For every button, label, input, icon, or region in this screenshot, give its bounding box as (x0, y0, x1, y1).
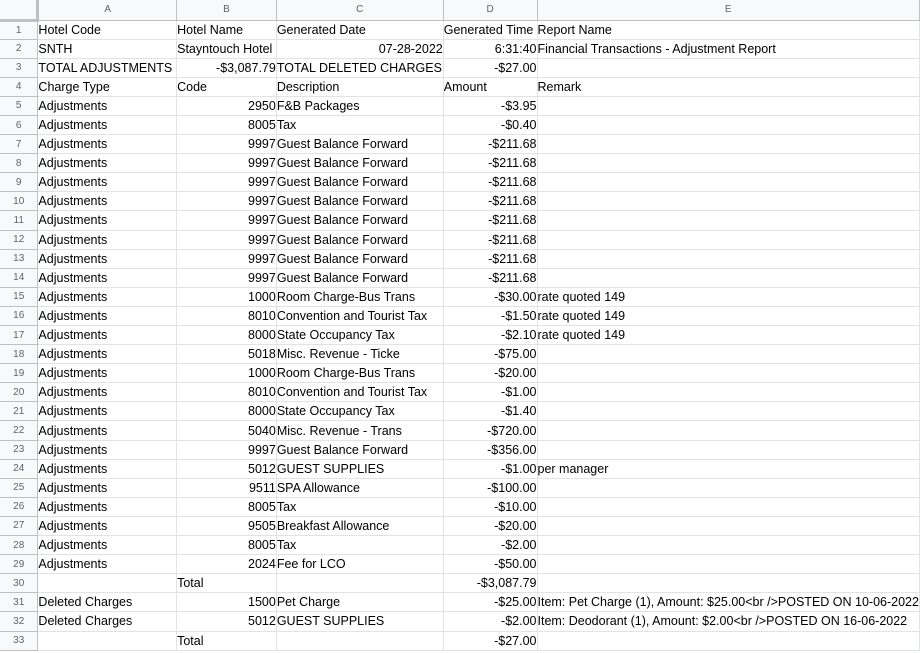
cell-b[interactable]: 5018 (177, 345, 277, 364)
cell-e[interactable]: Financial Transactions - Adjustment Report (537, 39, 920, 58)
cell-e[interactable] (537, 249, 920, 268)
cell-a[interactable]: Adjustments (38, 383, 177, 402)
sheet-row (0, 287, 920, 306)
cell-d[interactable]: -$100.00 (443, 478, 537, 497)
cell-d[interactable]: -$50.00 (443, 555, 537, 574)
cell-b[interactable]: 8005 (177, 497, 277, 516)
cell-e[interactable] (537, 364, 920, 383)
cell-e[interactable]: rate quoted 149 (537, 326, 920, 345)
cell-a[interactable]: Adjustments (38, 345, 177, 364)
cell-a[interactable]: Adjustments (38, 268, 177, 287)
sheet-row (0, 326, 920, 345)
cell-a[interactable]: Adjustments (38, 516, 177, 535)
cell-c[interactable]: GUEST SUPPLIES (276, 612, 443, 631)
cell-e[interactable] (537, 631, 920, 650)
cell-c[interactable]: Description (276, 77, 443, 96)
cell-b[interactable]: 8005 (177, 115, 277, 134)
row-header[interactable]: 19 (0, 364, 38, 383)
row-header[interactable]: 9 (0, 173, 38, 192)
row-header[interactable]: 31 (0, 593, 38, 612)
cell-b[interactable]: 8000 (177, 326, 277, 345)
cell-e[interactable] (537, 383, 920, 402)
sheet-row (0, 383, 920, 402)
row-header[interactable]: 26 (0, 497, 38, 516)
cell-d[interactable]: -$1.00 (443, 459, 537, 478)
cell-c[interactable]: Pet Charge (276, 593, 443, 612)
row-header[interactable]: 1 (0, 20, 38, 39)
row-header[interactable]: 5 (0, 96, 38, 115)
sheet-row (0, 459, 920, 478)
cell-d[interactable]: -$27.00 (443, 631, 537, 650)
cell-d[interactable]: -$20.00 (443, 364, 537, 383)
cell-d[interactable]: -$211.68 (443, 268, 537, 287)
row-header[interactable]: 15 (0, 287, 38, 306)
column-header-e[interactable]: E (537, 0, 920, 20)
cell-c[interactable]: F&B Packages (276, 96, 443, 115)
cell-d[interactable]: Amount (443, 77, 537, 96)
cell-e[interactable]: rate quoted 149 (537, 306, 920, 325)
column-header-row (0, 0, 920, 20)
cell-a[interactable]: Adjustments (38, 497, 177, 516)
cell-c[interactable]: GUEST SUPPLIES (276, 459, 443, 478)
cell-c[interactable]: Tax (276, 497, 443, 516)
row-header[interactable]: 18 (0, 345, 38, 364)
cell-c[interactable]: Room Charge-Bus Trans (276, 287, 443, 306)
cell-e[interactable] (537, 478, 920, 497)
cell-c[interactable]: Convention and Tourist Tax (276, 383, 443, 402)
row-header[interactable]: 8 (0, 154, 38, 173)
cell-b[interactable]: 9997 (177, 440, 277, 459)
cell-c[interactable]: Guest Balance Forward (276, 192, 443, 211)
column-header-b[interactable]: B (177, 0, 277, 20)
cell-d[interactable]: -$3,087.79 (443, 574, 537, 593)
cell-e[interactable] (537, 211, 920, 230)
cell-b[interactable]: 8000 (177, 402, 277, 421)
row-header[interactable]: 6 (0, 115, 38, 134)
row-header[interactable]: 7 (0, 135, 38, 154)
cell-b[interactable]: Code (177, 77, 277, 96)
cell-c[interactable]: Guest Balance Forward (276, 268, 443, 287)
cell-e[interactable]: Item: Deodorant (1), Amount: $2.00<br />POSTED ON 16-06-2022 (537, 612, 920, 631)
sheet-row (0, 364, 920, 383)
cell-b[interactable]: 9997 (177, 135, 277, 154)
cell-c[interactable]: Guest Balance Forward (276, 173, 443, 192)
sheet-row (0, 555, 920, 574)
cell-d[interactable]: -$211.68 (443, 173, 537, 192)
sheet-row (0, 440, 920, 459)
cell-a[interactable]: Adjustments (38, 287, 177, 306)
row-header[interactable]: 4 (0, 77, 38, 96)
cell-e[interactable] (537, 58, 920, 77)
cell-e[interactable] (537, 115, 920, 134)
row-header[interactable]: 24 (0, 459, 38, 478)
cell-e[interactable] (537, 345, 920, 364)
sheet-row (0, 574, 920, 593)
row-header[interactable]: 28 (0, 536, 38, 555)
cell-a[interactable]: Adjustments (38, 115, 177, 134)
cell-a[interactable]: Deleted Charges (38, 612, 177, 631)
cell-d[interactable]: -$10.00 (443, 497, 537, 516)
cell-a[interactable]: Adjustments (38, 364, 177, 383)
column-header-a[interactable]: A (38, 0, 177, 20)
cell-a[interactable]: Adjustments (38, 192, 177, 211)
cell-b[interactable]: 8010 (177, 306, 277, 325)
sheet-row (0, 154, 920, 173)
cell-a[interactable]: SNTH (38, 39, 177, 58)
cell-a[interactable]: Adjustments (38, 326, 177, 345)
cell-c[interactable]: Fee for LCO (276, 555, 443, 574)
cell-c[interactable]: Tax (276, 536, 443, 555)
cell-a[interactable] (38, 631, 177, 650)
row-header[interactable]: 32 (0, 612, 38, 631)
cell-d[interactable]: -$0.40 (443, 115, 537, 134)
sheet-row (0, 230, 920, 249)
cell-d[interactable]: 6:31:40 (443, 39, 537, 58)
cell-d[interactable]: -$20.00 (443, 516, 537, 535)
cell-a[interactable]: TOTAL ADJUSTMENTS (38, 58, 177, 77)
cell-b[interactable]: 1000 (177, 287, 277, 306)
cell-b[interactable]: 9997 (177, 268, 277, 287)
sheet-row (0, 421, 920, 440)
cell-c[interactable] (276, 631, 443, 650)
row-header[interactable]: 2 (0, 39, 38, 58)
row-header[interactable]: 33 (0, 631, 38, 650)
cell-e[interactable] (537, 135, 920, 154)
cell-c[interactable]: Guest Balance Forward (276, 154, 443, 173)
cell-e[interactable] (537, 173, 920, 192)
sheet-row (0, 96, 920, 115)
cell-a[interactable]: Adjustments (38, 536, 177, 555)
cell-a[interactable]: Adjustments (38, 402, 177, 421)
cell-a[interactable]: Adjustments (38, 440, 177, 459)
sheet-row (0, 211, 920, 230)
sheet-row (0, 516, 920, 535)
cell-d[interactable]: -$27.00 (443, 58, 537, 77)
cell-a[interactable] (38, 574, 177, 593)
sheet-row (0, 135, 920, 154)
sheet-row (0, 20, 920, 39)
cell-a[interactable]: Adjustments (38, 306, 177, 325)
cell-d[interactable]: -$75.00 (443, 345, 537, 364)
sheet-row (0, 402, 920, 421)
cell-e[interactable] (537, 516, 920, 535)
cell-e[interactable] (537, 574, 920, 593)
sheet-row (0, 497, 920, 516)
sheet-row (0, 593, 920, 612)
cell-e[interactable] (537, 268, 920, 287)
row-header[interactable]: 12 (0, 230, 38, 249)
cell-c[interactable]: Guest Balance Forward (276, 230, 443, 249)
row-header[interactable]: 11 (0, 211, 38, 230)
cell-b[interactable]: 5012 (177, 459, 277, 478)
cell-a[interactable]: Adjustments (38, 154, 177, 173)
cell-c[interactable]: Guest Balance Forward (276, 211, 443, 230)
cell-e[interactable]: Report Name (537, 20, 920, 39)
sheet-row (0, 478, 920, 497)
cell-b[interactable]: Total (177, 631, 277, 650)
row-header[interactable]: 14 (0, 268, 38, 287)
cell-b[interactable]: 2950 (177, 96, 277, 115)
column-header-d[interactable]: D (443, 0, 537, 20)
row-header[interactable]: 30 (0, 574, 38, 593)
cell-a[interactable]: Charge Type (38, 77, 177, 96)
cell-d[interactable]: -$1.00 (443, 383, 537, 402)
cell-c[interactable] (276, 574, 443, 593)
row-header[interactable]: 3 (0, 58, 38, 77)
cell-b[interactable]: 1000 (177, 364, 277, 383)
cell-d[interactable]: -$1.50 (443, 306, 537, 325)
cell-e[interactable]: rate quoted 149 (537, 287, 920, 306)
cell-a[interactable]: Adjustments (38, 249, 177, 268)
cell-e[interactable] (537, 96, 920, 115)
cell-b[interactable]: 5040 (177, 421, 277, 440)
cell-c[interactable]: SPA Allowance (276, 478, 443, 497)
row-header[interactable]: 10 (0, 192, 38, 211)
sheet-row (0, 268, 920, 287)
cell-e[interactable] (537, 497, 920, 516)
cell-a[interactable]: Adjustments (38, 421, 177, 440)
cell-c[interactable]: Misc. Revenue - Ticke (276, 345, 443, 364)
cell-b[interactable]: 8005 (177, 536, 277, 555)
sheet-row (0, 115, 920, 134)
cell-d[interactable]: Generated Time (443, 20, 537, 39)
cell-c[interactable]: Misc. Revenue - Trans (276, 421, 443, 440)
cell-c[interactable]: Generated Date (276, 20, 443, 39)
cell-d[interactable]: -$211.68 (443, 154, 537, 173)
cell-a[interactable]: Adjustments (38, 211, 177, 230)
cell-e[interactable] (537, 154, 920, 173)
cell-d[interactable]: -$211.68 (443, 135, 537, 154)
row-header[interactable]: 16 (0, 306, 38, 325)
cell-c[interactable]: State Occupancy Tax (276, 326, 443, 345)
cell-d[interactable]: -$30.00 (443, 287, 537, 306)
cell-d[interactable]: -$211.68 (443, 192, 537, 211)
cell-a[interactable]: Deleted Charges (38, 593, 177, 612)
cell-b[interactable]: 9997 (177, 230, 277, 249)
sheet-row (0, 306, 920, 325)
sheet-row (0, 173, 920, 192)
cell-a[interactable]: Adjustments (38, 96, 177, 115)
cell-e[interactable]: per manager (537, 459, 920, 478)
cell-e[interactable] (537, 555, 920, 574)
cell-b[interactable]: 1500 (177, 593, 277, 612)
cell-a[interactable]: Adjustments (38, 555, 177, 574)
cell-d[interactable]: -$1.40 (443, 402, 537, 421)
cell-c[interactable]: Convention and Tourist Tax (276, 306, 443, 325)
row-header[interactable]: 21 (0, 402, 38, 421)
cell-e[interactable] (537, 192, 920, 211)
sheet-row (0, 536, 920, 555)
sheet-row (0, 77, 920, 96)
cell-b[interactable]: -$3,087.79 (177, 58, 277, 77)
row-header[interactable]: 20 (0, 383, 38, 402)
cell-a[interactable]: Adjustments (38, 478, 177, 497)
cell-d[interactable]: -$2.10 (443, 326, 537, 345)
cell-b[interactable]: 9505 (177, 516, 277, 535)
cell-b[interactable]: 9997 (177, 192, 277, 211)
row-header[interactable]: 17 (0, 326, 38, 345)
row-header[interactable]: 22 (0, 421, 38, 440)
cell-d[interactable]: -$356.00 (443, 440, 537, 459)
cell-d[interactable]: -$3.95 (443, 96, 537, 115)
cell-a[interactable]: Hotel Code (38, 20, 177, 39)
cell-b[interactable]: 8010 (177, 383, 277, 402)
cell-b[interactable]: 9997 (177, 249, 277, 268)
cell-b[interactable]: Total (177, 574, 277, 593)
cell-c[interactable]: State Occupancy Tax (276, 402, 443, 421)
grid-body (0, 20, 920, 650)
cell-d[interactable]: -$2.00 (443, 536, 537, 555)
cell-a[interactable]: Adjustments (38, 173, 177, 192)
cell-a[interactable]: Adjustments (38, 459, 177, 478)
sheet-row (0, 58, 920, 77)
sheet-row (0, 345, 920, 364)
cell-a[interactable]: Adjustments (38, 230, 177, 249)
sheet-row (0, 612, 920, 631)
cell-c[interactable]: Guest Balance Forward (276, 440, 443, 459)
row-header[interactable]: 27 (0, 516, 38, 535)
cell-b[interactable]: 9997 (177, 173, 277, 192)
cell-b[interactable]: Stayntouch Hotel (177, 39, 277, 58)
cell-c[interactable]: 07-28-2022 (276, 39, 443, 58)
row-header[interactable]: 25 (0, 478, 38, 497)
cell-d[interactable]: -$211.68 (443, 249, 537, 268)
cell-e[interactable]: Item: Pet Charge (1), Amount: $25.00<br />POSTED ON 10-06-2022 (537, 593, 920, 612)
column-header-c[interactable]: C (276, 0, 443, 20)
cell-c[interactable]: Breakfast Allowance (276, 516, 443, 535)
cell-c[interactable]: TOTAL DELETED CHARGES (276, 58, 443, 77)
sheet-row (0, 249, 920, 268)
cell-d[interactable]: -$720.00 (443, 421, 537, 440)
cell-d[interactable]: -$25.00 (443, 593, 537, 612)
cell-b[interactable]: 9997 (177, 211, 277, 230)
cell-b[interactable]: 5012 (177, 612, 277, 631)
row-header[interactable]: 29 (0, 555, 38, 574)
cell-b[interactable]: 9511 (177, 478, 277, 497)
cell-d[interactable]: -$211.68 (443, 230, 537, 249)
cell-e[interactable]: Remark (537, 77, 920, 96)
cell-b[interactable]: 2024 (177, 555, 277, 574)
cell-a[interactable]: Adjustments (38, 135, 177, 154)
cell-e[interactable] (537, 402, 920, 421)
select-all-corner[interactable] (0, 0, 38, 20)
cell-e[interactable] (537, 421, 920, 440)
cell-e[interactable] (537, 230, 920, 249)
cell-c[interactable]: Room Charge-Bus Trans (276, 364, 443, 383)
cell-e[interactable] (537, 536, 920, 555)
cell-d[interactable]: -$211.68 (443, 211, 537, 230)
sheet-row (0, 39, 920, 58)
cell-c[interactable]: Tax (276, 115, 443, 134)
cell-c[interactable]: Guest Balance Forward (276, 249, 443, 268)
cell-d[interactable]: -$2.00 (443, 612, 537, 631)
row-header[interactable]: 13 (0, 249, 38, 268)
cell-c[interactable]: Guest Balance Forward (276, 135, 443, 154)
cell-e[interactable] (537, 440, 920, 459)
row-header[interactable]: 23 (0, 440, 38, 459)
sheet-row (0, 192, 920, 211)
cell-b[interactable]: 9997 (177, 154, 277, 173)
cell-b[interactable]: Hotel Name (177, 20, 277, 39)
sheet-row (0, 631, 920, 650)
